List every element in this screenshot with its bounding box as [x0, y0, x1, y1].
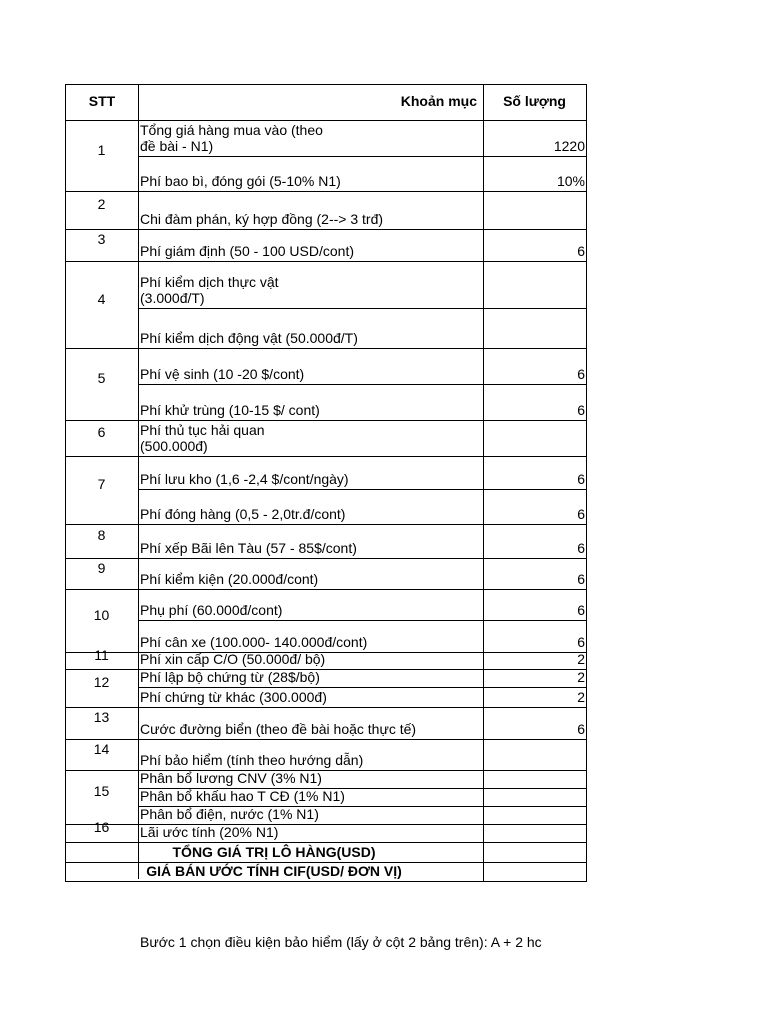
total-separator [65, 881, 587, 882]
row-label: Phí lập bộ chứng từ (28$/bộ) [140, 669, 320, 685]
footnote-text: Bước 1 chọn điều kiện bảo hiểm (lấy ở cột 2 bảng trên): A + 2 hc [140, 934, 542, 950]
row-label: Phí bảo hiểm (tính theo hướng dẫn) [140, 752, 364, 768]
row-label: Phí xin cấp C/O (50.000đ/ bộ) [140, 651, 326, 667]
group-number: 12 [93, 674, 110, 690]
row-label: Phí thủ tục hải quan (500.000đ) [140, 422, 265, 454]
row-qty: 6 [577, 506, 585, 522]
row-separator [65, 707, 587, 708]
row-qty: 6 [577, 571, 585, 587]
row-qty: 6 [577, 366, 585, 382]
row-separator [65, 524, 587, 525]
row-separator [65, 261, 587, 262]
row-label: Tổng giá hàng mua vào (theo đề bài - N1) [140, 122, 323, 154]
row-qty: 6 [577, 402, 585, 418]
column-line-2 [483, 84, 484, 881]
row-qty: 2 [577, 669, 585, 685]
header-stt: STT [88, 93, 116, 109]
group-number: 5 [97, 370, 106, 386]
total-label: GIÁ BÁN ƯỚC TÍNH CIF(USD/ ĐƠN VỊ) [146, 863, 402, 879]
group-number: 14 [93, 741, 110, 757]
header-qty: Số lượng [503, 93, 566, 109]
row-qty: 6 [577, 243, 585, 259]
table-border-top [65, 84, 587, 85]
row-separator [65, 348, 587, 349]
table-border-right [586, 84, 587, 881]
subrow-separator [138, 384, 587, 385]
row-label: Phí chứng từ khác (300.000đ) [140, 689, 327, 705]
row-separator [65, 558, 587, 559]
column-line-1 [138, 84, 139, 879]
group-number: 8 [97, 527, 106, 543]
row-qty: 6 [577, 471, 585, 487]
subrow-separator [138, 156, 587, 157]
row-qty: 10% [556, 173, 585, 189]
cost-table [65, 84, 586, 881]
row-label: Phí đóng hàng (0,5 - 2,0tr.đ/cont) [140, 506, 346, 522]
subrow-separator [138, 687, 587, 688]
group-number: 16 [93, 819, 110, 835]
row-separator [65, 229, 587, 230]
row-qty: 6 [577, 602, 585, 618]
row-label: Phí kiểm dịch động vật (50.000đ/T) [140, 330, 358, 346]
row-label: Phân bổ điện, nước (1% N1) [140, 806, 319, 822]
subrow-separator [138, 308, 587, 309]
row-separator [65, 191, 587, 192]
row-label: Phân bổ khấu hao T CĐ (1% N1) [140, 788, 345, 804]
group-number: 13 [93, 709, 110, 725]
row-label: Phí vệ sinh (10 -20 $/cont) [140, 366, 305, 382]
group-number: 2 [97, 196, 106, 212]
row-separator [65, 739, 587, 740]
row-label: Phí cân xe (100.000- 140.000đ/cont) [140, 634, 368, 650]
header-item: Khoản mục [400, 93, 477, 109]
row-label: Phân bổ lương CNV (3% N1) [140, 770, 322, 786]
row-label: Chi đàm phán, ký hợp đồng (2--> 3 trđ) [140, 211, 384, 227]
group-number: 9 [97, 560, 106, 576]
row-qty: 1220 [553, 138, 585, 154]
row-qty: 6 [577, 721, 585, 737]
group-number: 1 [97, 142, 106, 158]
row-label: Lãi ước tính (20% N1) [140, 824, 279, 840]
row-qty: 2 [577, 651, 585, 667]
row-label: Phí kiểm kiện (20.000đ/cont) [140, 571, 319, 587]
row-qty: 6 [577, 540, 585, 556]
group-number: 11 [94, 647, 109, 663]
row-label: Phí bao bì, đóng gói (5-10% N1) [140, 173, 341, 189]
header-separator [65, 120, 587, 121]
row-label: Phí khử trùng (10-15 $/ cont) [140, 402, 320, 418]
row-label: Phụ phí (60.000đ/cont) [140, 602, 283, 618]
group-number: 3 [97, 231, 106, 247]
group-number: 7 [97, 476, 106, 492]
total-label: TỔNG GIÁ TRỊ LÔ HÀNG(USD) [172, 844, 376, 860]
subrow-separator [138, 620, 587, 621]
row-separator [65, 456, 587, 457]
row-label: Phí xếp Bãi lên Tàu (57 - 85$/cont) [140, 540, 357, 556]
group-number: 6 [97, 424, 106, 440]
row-separator [65, 420, 587, 421]
row-qty: 6 [577, 634, 585, 650]
row-label: Cước đường biển (theo đề bài hoặc thực tế) [140, 721, 417, 737]
subrow-separator [138, 489, 587, 490]
row-qty: 2 [577, 689, 585, 705]
row-label: Phí lưu kho (1,6 -2,4 $/cont/ngày) [140, 471, 349, 487]
group-number: 4 [97, 291, 106, 307]
group-number: 15 [93, 783, 110, 799]
group-number: 10 [93, 607, 110, 623]
row-label: Phí giám định (50 - 100 USD/cont) [140, 243, 354, 259]
row-separator [65, 842, 587, 843]
row-label: Phí kiểm dịch thực vật (3.000đ/T) [140, 274, 279, 306]
row-separator [65, 589, 587, 590]
